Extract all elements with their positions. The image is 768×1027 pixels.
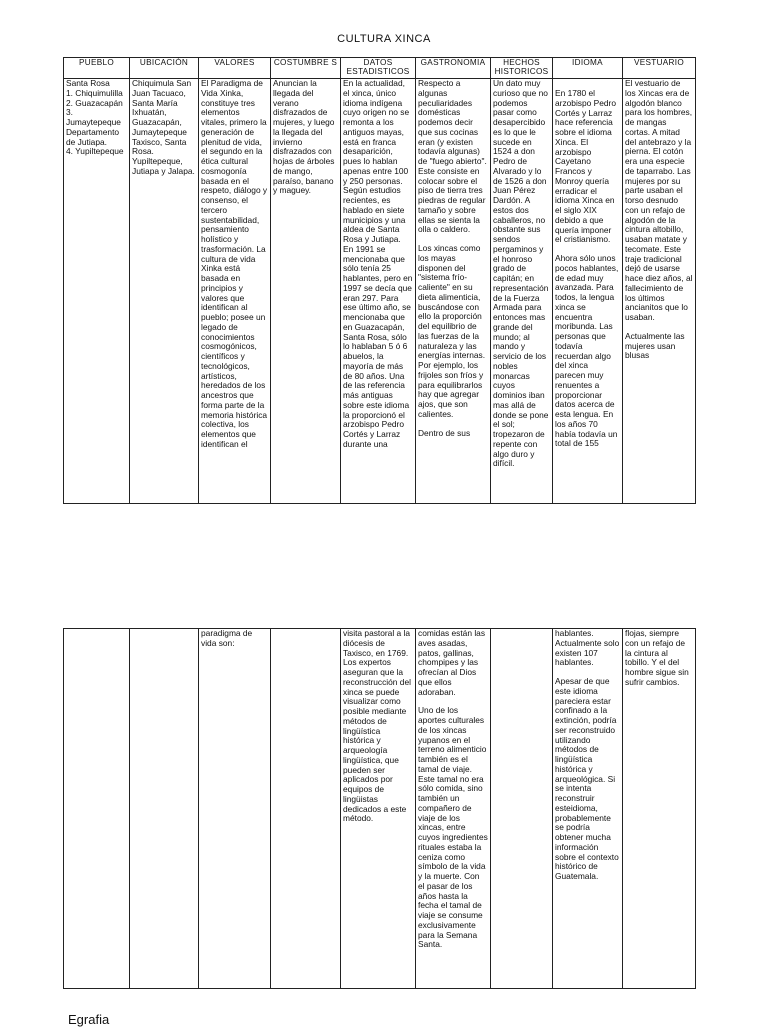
cell-text: Uno de los aportes culturales de los xincas yupanos en el terreno alimenticio también es el tamal de viaje. Este tamal no era sólo comida, sino también un compañero de viaje de los xincas, entre cuyos ingredientes rituales estaba la ceniza como símbolo de la vida y la muerte. Con el pasar de los años hasta la fecha el tamal de viaje se consume exclusivamente para la Semana Santa. [418,705,488,950]
footer-heading: Egrafia [68,1012,110,1027]
cell-text: Dentro de sus [418,427,471,438]
cell-valores [199,629,271,989]
cell-text: Santa Rosa 1. Chiquimulilla 2. Guazacapán 3. Jumaytepeque Departamento de Jutiapa. 4. Yupiltepeque [66,78,124,157]
cell-text: comidas están las aves asadas, patos, gallinas, chompipes y las ofrecían al Dios que ellos adoraban. [418,628,486,697]
header-datos-estadisticos: DATOS ESTADISTICOS [341,58,416,79]
cell-text: Apesar de que este idioma pareciera estar confinado a la extinción, podría ser reconstruido utilizando métodos de lingüística histórica y arqueológica. Si se intenta reconstruir esteidioma, probablemente se podría obtener mucha información sobre el contexto histórico de Guatemala. [555,676,619,881]
header-costumbres: COSTUMBRE S [271,58,341,79]
header-idioma: IDIOMA [553,58,623,79]
cell-ubicacion [130,629,199,989]
cell-text: Los xincas como los mayas disponen del "sistema frío-caliente" en su dieta alimenticia, buscándose con ello la proporción del equilibrio de las fuerzas de la naturaleza y las energías internas. Por ejemplo, los frijoles son fríos y para equilibrarlos hay que agregar ajos, que son calientes. [418,243,486,419]
cell-text: Anuncian la llegada del verano disfrazados de mujeres, y luego la llegada del invierno disfrazados con hojas de árboles de mango, paraíso, banano y maguey. [273,78,335,196]
cell-costumbres [271,629,341,989]
cell-text: El Paradigma de Vida Xinka, constituye tres elementos vitales, primero la generación de plenitud de vida, el segundo en la ética cultural cosmogonía basada en el respeto, diálogo y consenso, el tercero sustentabilidad, pensamiento holístico y trasformación. La cultura de vida Xinka está basada en principios y valores que identifican al pueblo; posee un legado de conocimientos cosmogónicos, científicos y tecnológicos, artísticos, heredados de los ancestros que forma parte de la memoria histórica colectiva, los elementos que identifican el [201,78,268,449]
header-pueblo: PUEBLO [64,58,130,79]
cell-ubicacion [130,79,199,504]
table-row [64,79,696,504]
cell-gastronomia [416,79,491,504]
cell-vestuario [623,629,696,989]
document-title: CULTURA XINCA [337,33,431,45]
cell-text: Ahora sólo unos pocos hablantes, de edad muy avanzada. Para todos, la lengua xinca se encuentra moribunda. Las personas que todavía recuerdan algo del xinca parecen muy renuentes a proporcionar datos acerca de esta lengua. En los años 70 había todavía un total de 155 [555,253,619,449]
cell-idioma [553,629,623,989]
cell-pueblo [64,629,130,989]
cell-text: En 1780 el arzobispo Pedro Cortés y Larraz hace referencia sobre el idioma Xinca. El arzobispo Cayetano Francos y Monroy quería erradicar el idioma Xinca en el siglo XIX debido a que quería imponer el cristianismo. [555,88,616,245]
cell-text: En la actualidad, el xinca, único idioma indígena cuyo origen no se remonta a los antiguos mayas, está en franca desaparición, pues lo hablan apenas entre 100 y 250 personas. Según estudios recientes, es hablado en siete municipios y una aldea de Santa Rosa y Jutiapa. En 1991 se mencionaba que sólo tenía 25 hablantes, pero en 1997 se decía que eran 297. Para ese último año, se mencionaba que en Guazacapán, Santa Rosa, sólo lo hablaban 5 ó 6 abuelos, la mayoría de más de 80 años. Una de las referencia más antiguas sobre este idioma la proporcionó el arzobispo Pedro Cortés y Larraz durante una [343,78,413,449]
header-valores: VALORES [199,58,271,79]
cell-costumbres [271,79,341,504]
culture-table-page-1 [63,57,696,504]
cell-hechos-historicos [491,629,553,989]
cell-text: hablantes. Actualmente solo existen 107 hablantes. [555,628,620,668]
header-vestuario: VESTUARIO [623,58,696,79]
cell-text: flojas, siempre con un refajo de la cintura al tobillo. Y el del hombre sigue sin sufrir cambios. [625,628,689,687]
cell-pueblo [64,79,130,504]
cell-text: El vestuario de los Xincas era de algodón blanco para los hombres, de mangas cortas. A mitad del antebrazo y la pierna. El cotón era una especie de taparrabo. Las mujeres por su parte usaban el torso desnudo con un refajo de algodón de la cintura altobillo, usaban matate y tecomate. Este traje tradicional dejó de usarse hace diez años, al fallecimiento de los últimos ancianitos que lo usaban. [625,78,693,322]
cell-text: Un dato muy curioso que no podemos pasar como desapercibido es lo que le sucede en 1524 a don Pedro de Alvarado y lo de 1526 a don Juan Pérez Dardón. A estos dos caballeros, no obstante sus sendos pergaminos y el honroso grado de capitán; en representación de la Fuerza Armada para entonces mas grande del mundo; al mando y servicio de los nobles monarcas cuyos dominios iban mas allá de donde se pone el sol; tropezaron de repente con algo duro y difícil. [493,78,549,469]
cell-hechos-historicos [491,79,553,504]
culture-table-page-2 [63,628,696,989]
header-hechos-historicos: HECHOS HISTORICOS [491,58,553,79]
cell-text: visita pastoral a la diócesis de Taxisco, en 1769. Los expertos aseguran que la reconstrucción del xinca se puede visualizar como posible mediante métodos de lingüística histórica y arqueología lingüística, que pueden ser aplicados por equipos de lingüistas dedicados a este método. [343,628,411,824]
cell-text: Respecto a algunas peculiaridades domésticas podemos decir que sus cocinas eran (y existen todavía algunas) de "fuego abierto". Este consiste en colocar sobre el piso de tierra tres piedras de regular tamaño y sobre ellas se sienta la olla o caldero. [418,78,487,235]
cell-text: Actualmente las mujeres usan blusas [625,330,685,361]
table-row [64,629,696,989]
cell-vestuario [623,79,696,504]
header-gastronomia: GASTRONOMIA [416,58,491,79]
cell-text: paradigma de vida son: [201,628,253,648]
header-row [64,58,696,79]
header-ubicacion: UBICACIÓN [130,58,199,79]
cell-idioma [553,79,623,504]
cell-valores [199,79,271,504]
cell-datos-estadisticos [341,629,416,989]
cell-text: Chiquimula San Juan Tacuaco, Santa María Ixhuatán, Guazacapán, Jumaytepeque Taxisco, Santa Rosa. Yupiltepeque, Jutiapa y Jalapa. [132,78,195,176]
cell-datos-estadisticos [341,79,416,504]
cell-gastronomia [416,629,491,989]
